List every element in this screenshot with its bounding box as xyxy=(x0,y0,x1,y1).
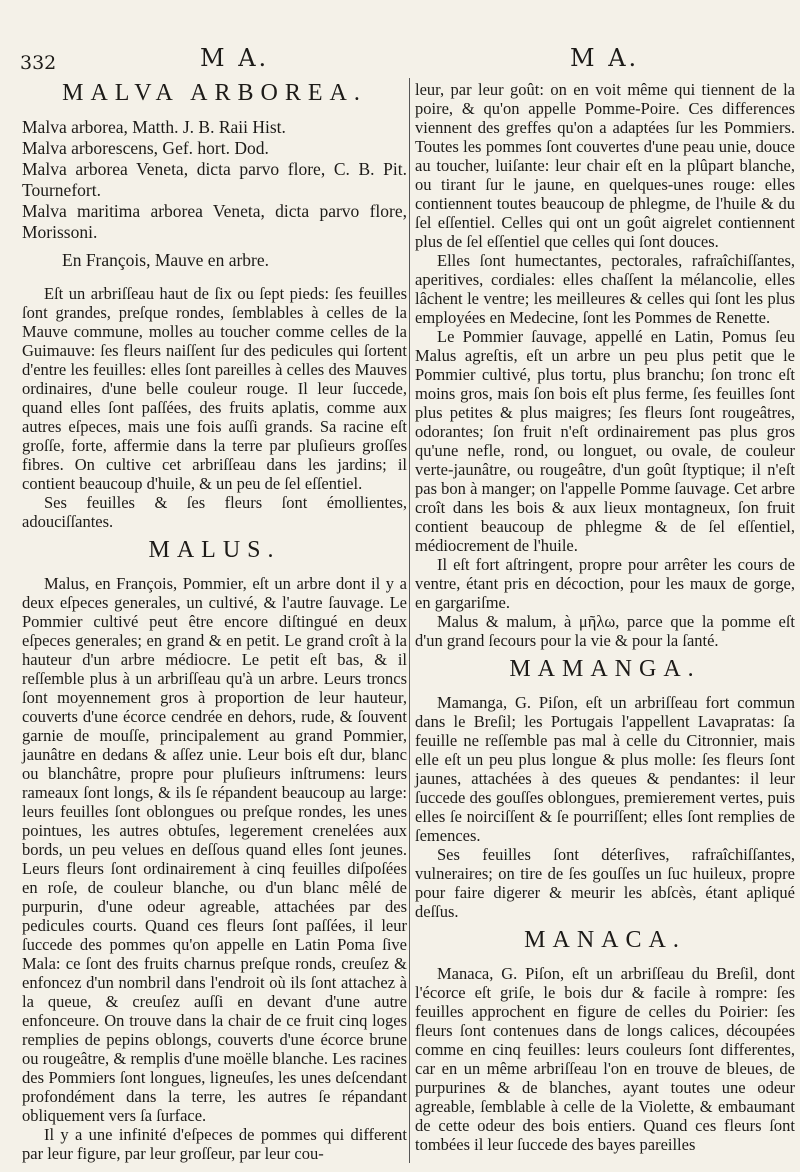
paragraph: Malus & malum, à μῆλω, parce que la pomme eſt d'un grand ſecours pour la vie & pour la ſanté. xyxy=(415,612,795,650)
paragraph: Il y a une infinité d'eſpeces de pommes qui different par leur figure, par leur groſſeur, par leur cou- xyxy=(22,1125,407,1163)
entry-heading-malva-arborea: MALVA ARBOREA. xyxy=(62,80,367,106)
paragraph: leur, par leur goût: on en voit même qui tiennent de la poire, & qu'on appelle Pomme-Poire. Ces differences viennent des greffes qu'on a adaptées ſur les Pommiers. Toutes les pommes ſont couvertes d'une peau unie, douce au toucher, luiſante: leur chair eſt en la plûpart blanche, ou tirant ſur le jaune, en quelques-unes rouge: elles contiennent toutes beaucoup de phlegme, de l'huile & du ſel eſſentiel. Celles qui ont un goût aigrelet contiennent plus de ſel eſſentiel que celles qui ſont douces. xyxy=(415,80,795,251)
entry-heading-manaca: MANACA. xyxy=(524,927,686,953)
french-name: En François, Mauve en arbre. xyxy=(62,250,270,270)
entry-heading-mamanga: MAMANGA. xyxy=(509,656,701,682)
page-number: 332 xyxy=(20,52,57,74)
paragraph: Ses feuilles ſont déterſives, rafraîchiſſantes, vulneraires; on tire de ſes gouſſes un ſuc huileux, propre pour faire digerer & meurir les abſcès, étant apliqué deſſus. xyxy=(415,845,795,921)
paragraph: Eſt un arbriſſeau haut de ſix ou ſept pieds: ſes feuilles ſont grandes, preſque rondes, ſemblables à celles de la Mauve commune, molles au toucher comme celles de la Guimauve: ſes fleurs naiſſent ſur des pedicules qui ſortent d'entre les feuilles: elles ſont pareilles à celles des Mauves ordinaires, d'une belle couleur rouge. Il leur ſuccede, quand elles ſont paſſées, des fruits aplatis, comme aux autres eſpeces, mais une fois auſſi grands. Sa racine eſt groſſe, forte, affermie dans la terre par pluſieurs groſſes fibres. On cultive cet arbriſſeau dans les jardins; il contient beaucoup d'huile, & un peu de ſel eſſentiel. xyxy=(22,284,407,493)
synonym-line: Malva maritima arborea Veneta, dicta parvo flore, Morissoni. xyxy=(22,201,407,242)
paragraph: Manaca, G. Piſon, eſt un arbriſſeau du Breſil, dont l'écorce eſt griſe, le bois dur & facile à rompre: ſes feuilles approchent en figure de celles du Poirier: ſes fleurs ſont contenues dans de longs calices, découpées comme en cinq feuilles: leurs couleurs ſont differentes, car en un même arbriſſeau l'on en trouve de bleues, de purpurines & de blanches, ayant toutes une odeur agreable, ſemblable à celle de la Violette, & embaumant de cette odeur des bois entiers. Quand ces fleurs ſont tombées il leur ſuccede des bayes pareilles xyxy=(415,964,795,1154)
paragraph: Le Pommier ſauvage, appellé en Latin, Pomus ſeu Malus agreſtis, eſt un arbre un peu plus petit que le Pommier cultivé, plus tortu, plus branchu; ſon tronc eſt moins gros, mais ſon bois eſt plus ferme, ſes feuilles ſont plus petites & plus maigres; ſes fleurs ſont rougeâtres, odorantes; ſon fruit n'eſt ordinairement pas plus gros qu'une nefle, rond, ou longuet, ou ovale, de couleur verte-jaunâtre, ou rougeâtre, d'un goût ſtyptique; il n'eſt pas bon à manger; on l'appelle Pomme ſauvage. Cet arbre croît dans les bois & aux lieux montagneux, ſon fruit contient beaucoup de phlegme & de ſel eſſentiel, médiocrement de l'huile. xyxy=(415,327,795,555)
synonym-line: Malva arborea Veneta, dicta parvo flore, C. B. Pit. Tournefort. xyxy=(22,159,407,200)
paragraph: Malus, en François, Pommier, eſt un arbre dont il y a deux eſpeces generales, un cultivé, & l'autre ſauvage. Le Pommier cultivé peut être encore diſtingué en deux eſpeces generales; en grand & en petit. Le grand croît à la hauteur d'un arbre médiocre. Le petit eſt bas, & il reſſemble plus à un arbriſſeau qu'à un arbre. Leurs troncs ſont moyennement gros à proportion de leur hauteur, couverts d'une écorce cendrée en dehors, rude, & ſouvent garnie de mouſſe, principalement au grand Pommier, jaunâtre en dedans & aſſez unie. Leur bois eſt dur, blanc ou blanchâtre, propre pour pluſieurs inſtrumens: leurs rameaux ſont longs, & ils ſe répandent beaucoup au large: leurs feuilles ſont oblongues ou preſque rondes, les unes pointues, les autres obtuſes, legerement crenelées aux bords, un peu velues en deſſous quand elles ſont jeunes. Leurs fleurs ſont ordinairement à cinq feuilles diſpoſées en roſe, de couleur blanche, ou d'un blanc mêlé de purpurin, d'une odeur agreable, attachées par des pedicules courts. Quand ces fleurs ſont paſſées, il leur ſuccede des pommes qu'on appelle en Latin Poma ſive Mala: ce ſont des fruits charnus preſque ronds, creuſez & enfoncez d'un nombril dans l'endroit où ils ſont attachez à la queue, & creuſez auſſi en devant d'une autre enfonceure. On trouve dans la chair de ce fruit cinq loges remplies de pepins oblongs, couverts d'une écorce brune ou rougeâtre, & remplis d'une moëlle blanche. Les racines des Pommiers ſont longues, ligneuſes, les unes deſcendant profondément dans la terre, les autres ſe répandant obliquement vers ſa ſurface. xyxy=(22,574,407,1125)
column-divider xyxy=(409,78,410,1163)
left-column xyxy=(22,80,407,1163)
entry-heading-malus: MALUS. xyxy=(148,537,281,563)
synonym-line: Malva arborescens, Gef. hort. Dod. xyxy=(22,138,269,158)
running-head-right: M A. xyxy=(570,44,640,72)
synonym-line: Malva arborea, Matth. J. B. Raii Hist. xyxy=(22,117,286,137)
paragraph: Mamanga, G. Piſon, eſt un arbriſſeau fort commun dans le Breſil; les Portugais l'appellent Lavapratas: ſa feuille ne reſſemble pas mal à celle du Citronnier, mais elle eſt un peu plus longue & plus molle: ſes fleurs ſont jaunes, attachées à des queues & pendantes: il leur ſuccede des gouſſes oblongues, premierement vertes, puis elles ſe noirciſſent & ſe pourriſſent; elles ſont remplies de ſemences. xyxy=(415,693,795,845)
right-column xyxy=(415,80,795,1154)
paragraph: Elles ſont humectantes, pectorales, rafraîchiſſantes, aperitives, cordiales: elles chaſſent la mélancolie, elles lâchent le ventre; les meilleures & celles qui ſont les plus employées en Medecine, ſont les Pommes de Renette. xyxy=(415,251,795,327)
paragraph: Il eſt fort aſtringent, propre pour arrêter les cours de ventre, étant pris en décoction, pour les maux de gorge, en gargariſme. xyxy=(415,555,795,612)
running-head-left: M A. xyxy=(200,44,270,72)
paragraph: Ses feuilles & ſes fleurs ſont émollientes, adouciſſantes. xyxy=(22,493,407,531)
